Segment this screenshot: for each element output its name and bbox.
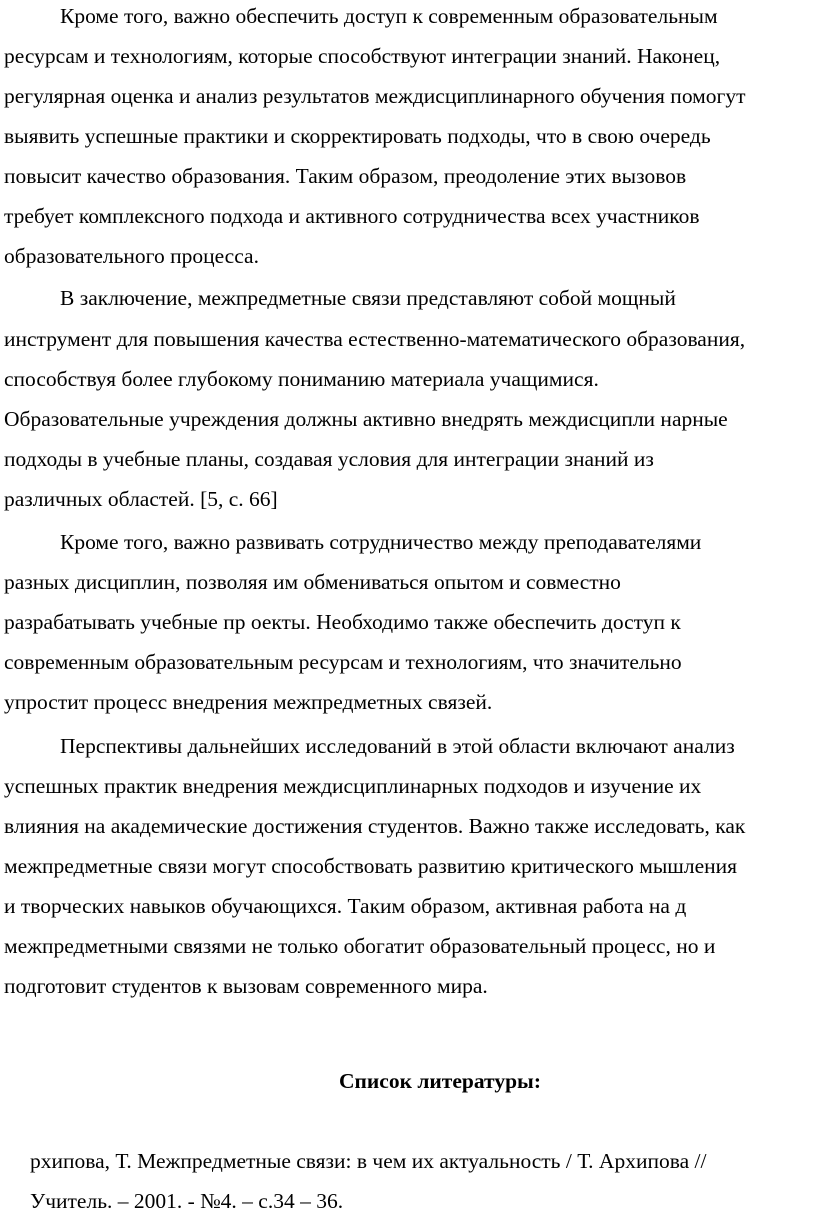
reference-line: рхипова, Т. Межпредметные связи: в чем их актуальность / Т. Архипова // [30, 1149, 707, 1173]
paragraph-line: и творческих навыков обучающихся. Таким образом, активная работа на д [4, 894, 687, 918]
paragraph-line: повысит качество образования. Таким образом, преодоление этих вызовов [4, 164, 687, 188]
paragraph-line: разных дисциплин, позволяя им обмениваться опытом и совместно [4, 570, 621, 594]
paragraph-line: Кроме того, важно развивать сотрудничество между преподавателями [60, 530, 702, 554]
paragraph-line: Перспективы дальнейших исследований в этой области включают анализ [60, 734, 735, 758]
paragraph-line: В заключение, межпредметные связи представляют собой мощный [60, 286, 676, 310]
paragraph-line: Кроме того, важно обеспечить доступ к современным образовательным [60, 4, 718, 28]
paragraph-line: Образовательные учреждения должны активно внедрять междисципли нарные [4, 407, 728, 431]
paragraph-line: успешных практик внедрения междисциплинарных подходов и изучение их [4, 774, 702, 798]
paragraph-line: подходы в учебные планы, создавая условия для интеграции знаний из [4, 447, 654, 471]
paragraph-line: влияния на академические достижения студентов. Важно также исследовать, как [4, 814, 746, 838]
references-heading: Список литературы: [339, 1069, 541, 1093]
reference-line: Учитель. – 2001. - №4. – с.34 – 36. [30, 1189, 344, 1213]
paragraph-line: межпредметные связи могут способствовать развитию критического мышления [4, 854, 738, 878]
paragraph-line: разрабатывать учебные пр оекты. Необходимо также обеспечить доступ к [4, 610, 681, 634]
paragraph-line: способствуя более глубокому пониманию материала учащимися. [4, 367, 599, 391]
paragraph-line: выявить успешные практики и скорректировать подходы, что в свою очередь [4, 124, 711, 148]
paragraph-line: межпредметными связями не только обогатит образовательный процесс, но и [4, 934, 716, 958]
paragraph-line: ресурсам и технологиям, которые способствуют интеграции знаний. Наконец, [4, 44, 721, 68]
paragraph-line: упростит процесс внедрения межпредметных связей. [4, 690, 493, 714]
paragraph-line: регулярная оценка и анализ результатов междисциплинарного обучения помогут [4, 84, 746, 108]
paragraph-line: образовательного процесса. [4, 244, 259, 268]
paragraph-line: подготовит студентов к вызовам современного мира. [4, 974, 488, 998]
paragraph-line: различных областей. [5, с. 66] [4, 487, 278, 511]
paragraph-line: современным образовательным ресурсам и технологиям, что значительно [4, 650, 682, 674]
paragraph-line: требует комплексного подхода и активного сотрудничества всех участников [4, 204, 700, 228]
paragraph-line: инструмент для повышения качества естественно-математического образования, [4, 327, 746, 351]
